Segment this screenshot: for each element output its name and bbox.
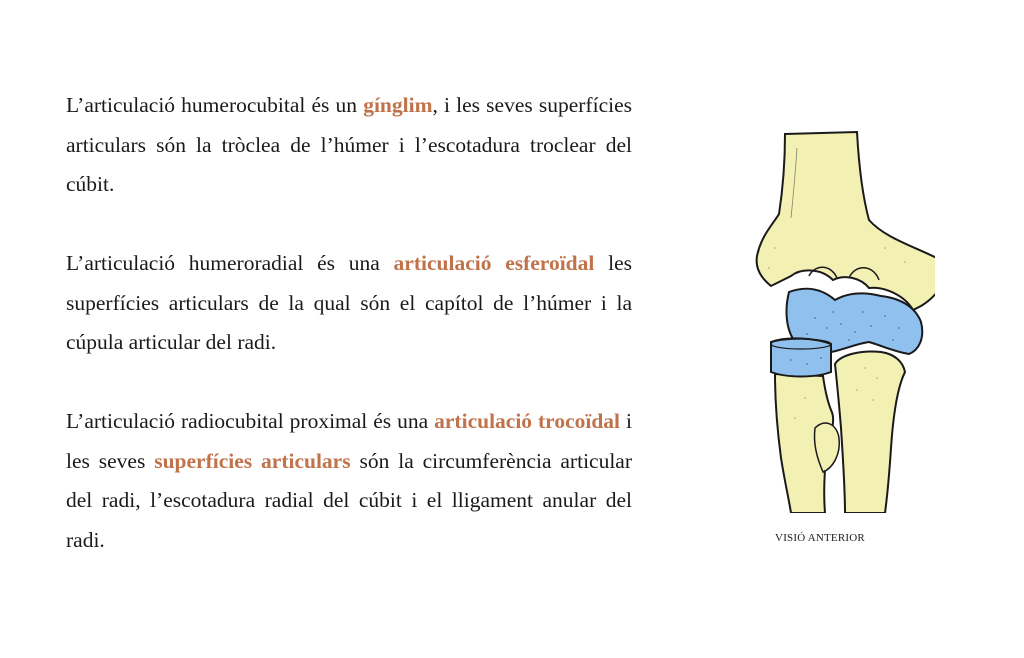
paragraph-text: L’articulació radiocubital proximal és una xyxy=(66,409,435,433)
elbow-joint-illustration xyxy=(745,128,935,513)
highlighted-term: superfícies articulars xyxy=(154,448,351,473)
highlighted-term: gínglim xyxy=(363,93,433,117)
paragraph-text: , i les seves superfícies articulars són la tròclea de l’húmer i l’escotadura troclear del cúbit. xyxy=(66,93,632,196)
figure-caption: VISIÓ ANTERIOR xyxy=(775,532,865,544)
paragraph-text: L’articulació humerocubital és un xyxy=(66,93,364,117)
paragraph-humerocubital xyxy=(66,86,632,205)
paragraph-text: L’articulació humeroradial és una xyxy=(66,251,394,275)
radial-head-cartilage xyxy=(771,338,831,376)
paragraph-humeroradial xyxy=(66,244,632,363)
elbow-joint-svg xyxy=(745,128,935,513)
paragraph-text: i les seves xyxy=(66,409,632,473)
paragraph-radiocubital xyxy=(66,402,632,560)
humerus-bone xyxy=(757,132,935,310)
paragraph-text: són la circumferència articular del radi, l’escotadura radial del cúbit i el lligament anular del radi. xyxy=(66,448,633,552)
ulna-bone xyxy=(835,352,905,514)
highlighted-term: articulació esferoïdal xyxy=(393,251,595,275)
highlighted-term: articulació trocoïdal xyxy=(434,409,621,433)
paragraph-text: les superfícies articulars de la qual són el capítol de l’húmer i la cúpula articular del radi. xyxy=(66,251,632,354)
text-column xyxy=(66,86,632,560)
